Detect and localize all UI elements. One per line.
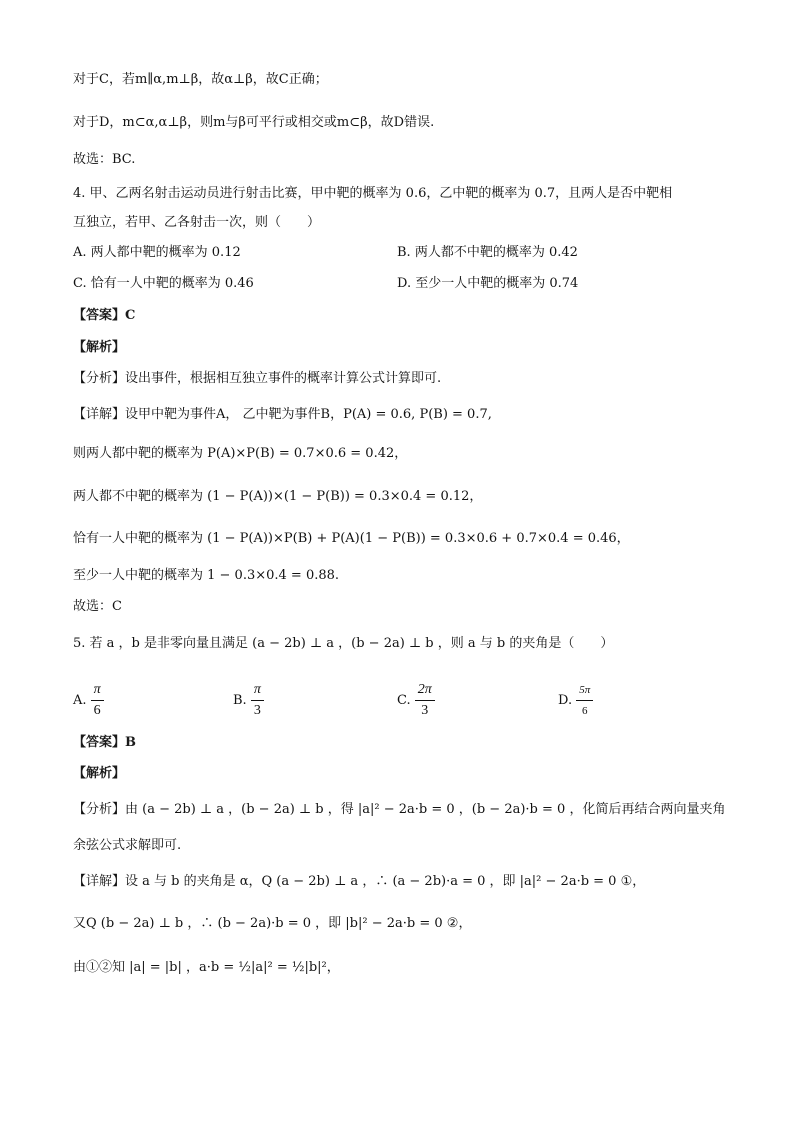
q5-analysis-2: 余弦公式求解即可. (73, 838, 182, 853)
q5-option-d: D. $\frac{5\pi}{6}$ (558, 680, 593, 721)
q4-answer: 【答案】C (73, 308, 136, 323)
answer-choice-q3: 故选：BC. (73, 152, 136, 167)
q5-detail-2: 又Q (b − 2a) ⊥ b ，∴ (b − 2a)·b = 0 ，即 |b|² − 2a·b = 0 ②， (73, 916, 472, 931)
q5-option-a-fraction: $\frac{\pi}{6}$ (91, 680, 104, 721)
q5-detail-1: 【详解】设 a 与 b 的夹角是 α，Q (a − 2b) ⊥ a ，∴ (a − 2b)·a = 0 ，即 |a|² − 2a·b = 0 ①， (73, 874, 646, 889)
q5-option-c-fraction: $\frac{2\pi}{3}$ (415, 680, 435, 721)
q5-detail-3: 由①②知 |a| = |b| ，a·b = ½|a|² = ½|b|²， (73, 960, 340, 975)
q4-option-a: A. 两人都中靶的概率为 0.12 (73, 245, 241, 260)
q4-choice: 故选：C (73, 599, 122, 614)
q4-analysis: 【分析】设出事件，根据相互独立事件的概率计算公式计算即可. (73, 371, 442, 386)
q4-option-b: B. 两人都不中靶的概率为 0.42 (397, 245, 578, 260)
q5-option-a: A. $\frac{\pi}{6}$ (73, 680, 104, 721)
line-case-c: 对于C，若m∥α,m⊥β，故α⊥β，故C正确； (73, 72, 328, 87)
q5-answer: 【答案】B (73, 735, 136, 750)
q5-option-d-fraction: $\frac{5\pi}{6}$ (576, 680, 593, 721)
q5-option-b-fraction: $\frac{\pi}{3}$ (251, 680, 264, 721)
q4-step-1: 则两人都中靶的概率为 P(A)×P(B) = 0.7×0.6 = 0.42， (73, 446, 408, 461)
q4-analysis-heading: 【解析】 (73, 340, 126, 355)
q5-analysis-heading: 【解析】 (73, 766, 126, 781)
q4-option-d: D. 至少一人中靶的概率为 0.74 (397, 276, 579, 291)
q4-option-c: C. 恰有一人中靶的概率为 0.46 (73, 276, 254, 291)
question-4-text-1: 4. 甲、乙两名射击运动员进行射击比赛，甲中靶的概率为 0.6，乙中靶的概率为 0.7，且两人是否中靶相 (73, 186, 673, 201)
q5-option-c: C. $\frac{2\pi}{3}$ (397, 680, 435, 721)
line-case-d: 对于D，m⊂α,α⊥β，则m与β可平行或相交或m⊂β，故D错误. (73, 115, 435, 130)
q4-detail: 【详解】设甲中靶为事件A， 乙中靶为事件B，P(A) = 0.6, P(B) = 0.7, (73, 407, 492, 422)
question-5-text: 5. 若 a ，b 是非零向量且满足 (a − 2b) ⊥ a ，(b − 2a) ⊥ b ，则 a 与 b 的夹角是（ ） (73, 636, 614, 651)
q5-analysis-1: 【分析】由 (a − 2b) ⊥ a ，(b − 2a) ⊥ b ，得 |a|² − 2a·b = 0 ，(b − 2a)·b = 0 ，化简后再结合两向量夹角 (73, 802, 726, 817)
q4-step-3: 恰有一人中靶的概率为 (1 − P(A))×P(B) + P(A)(1 − P(B)) = 0.3×0.6 + 0.7×0.4 = 0.46， (73, 531, 630, 546)
q4-step-2: 两人都不中靶的概率为 (1 − P(A))×(1 − P(B)) = 0.3×0.4 = 0.12， (73, 489, 483, 504)
q5-option-b: B. $\frac{\pi}{3}$ (233, 680, 264, 721)
question-4-text-2: 互独立，若甲、乙各射击一次，则（ ） (73, 215, 321, 230)
q4-step-4: 至少一人中靶的概率为 1 − 0.3×0.4 = 0.88. (73, 568, 340, 583)
